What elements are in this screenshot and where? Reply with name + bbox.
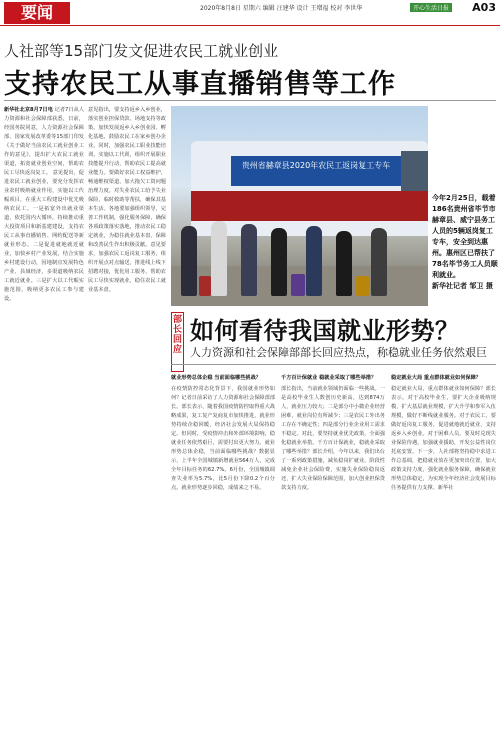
page-number: A03	[472, 1, 496, 14]
article2-column-1	[171, 372, 275, 746]
divider	[4, 100, 496, 101]
side-label: 部长回应	[171, 312, 184, 372]
person-figure	[336, 231, 352, 296]
luggage	[356, 276, 369, 296]
article1-col2-body: 意见指出，要支持返乡入乡创业，落实创业担保贷款、场地支持等政策。加快发展返乡入乡创业园、孵化基地，鼓励农民工在家乡创办企业。同时，加强农民工职业技能培训，实施以工代训，组织开展职业技能提升行动，帮助农民工提高就业能力。要做好农民工权益维护，畅通维权渠道，加大拖欠工资问题治理力度。对失业农民工给予失业保险、临时救助等帮扶，确保其基本生活。各地要加强组织领导，完善工作机制，强化服务保障，确保各项政策落实落地，推动农民工稳定就业，为稳住就业基本盘、保障和改善民生作出积极贡献。意见要求，加强农民工返岗复工服务，组织开展点对点输送，推进线上线下招聘对接，优化用工服务，帮助农民工尽快实现就业，稳住农民工就业基本盘。	[88, 107, 166, 293]
article1-headline: 支持农民工从事直播销售等工作	[4, 69, 396, 100]
article2-col2-body: 部长指出，当前就业领域仍面临一些挑战。一是高校毕业生人数创历史新高，达到874万人，就业压力较大；二是部分中小微企业经营困难，就业岗位有所减少；三是农民工外出务工存在不确定性；四是部分行业企业用工需求不稳定。对此，要坚持就业优先政策，全面强化稳就业举措。千方百计保就业，稳就业采取了哪些举措？部长介绍，今年以来，我们出台了一系列政策措施，减负稳岗扩就业。阶段性减免企业社会保险费，实施失业保险稳岗返还，扩大失业保险保障范围，加大创业担保贷款支持力度。	[281, 386, 385, 491]
luggage	[291, 274, 305, 296]
article1-lede-body: 记者7日从人力资源和社会保障部获悉，日前，经国务院同意，人力资源社会保障部、国家发展改革委等15部门印发《关于做好当前农民工就业创业工作的意见》，提出扩大农民工就业渠道，拓宽就业创业空间，帮助农民工尽快返岗复工。	[4, 107, 84, 176]
photo-caption: 今年2月25日，载着186名贵州省毕节市赫章县、威宁县务工人员的5辆返岗复工专车，安全到达惠州。惠州区已帮扶了78名毕节务工人员顺利就业。	[432, 194, 498, 279]
person-figure	[271, 228, 287, 296]
person-figure	[211, 221, 227, 296]
article2-col1-body: 在疫情防控常态化背景下，我国就业形势如何？记者日前采访了人力资源和社会保障部部长。部长表示，随着我国疫情防控取得重大战略成果，复工复产复商复市加快推进，就业形势持续企稳回暖，经济社会发展大局保持稳定。但同时，受疫情冲击和外部环境影响，稳就业任务依然艰巨，需要付出更大努力。就业形势总体企稳，当前面临哪些挑战？数据显示，上半年全国城镇新增就业564万人，完成全年目标任务的62.7%。6月份，全国城镇调查失业率为5.7%，比5月份下降0.2个百分点。就业形势逐步回稳，成绩来之不易。	[171, 386, 275, 491]
article2-subhead: 就业形势总体企稳 当前面临哪些挑战？	[171, 375, 261, 381]
person-figure	[306, 226, 322, 296]
article2-headline: 如何看待我国就业形势？	[190, 317, 460, 345]
page-header	[0, 0, 500, 26]
bus-window	[401, 151, 428, 191]
article1-column-2	[88, 106, 166, 746]
article2-column-3	[391, 372, 496, 746]
article2-col3-body: 稳定就业大局，重点群体就业如何保障？部长表示，对于高校毕业生，要扩大企业吸纳规模，扩大基层就业规模，扩大升学和参军入伍规模，做好不断线就业服务。对于农民工，要做好返岗复工服务，促进就地就近就业，支持返乡入乡创业。对于困难人员，要及时兑现失业保险待遇，加强就业援助，开发公益性岗位托底安置。下一步，人社部将坚持稳中求进工作总基调，把稳就业放在更加突出位置，加大政策支持力度，强化就业服务保障，确保就业形势总体稳定，为实现全年经济社会发展目标任务提供有力支撑。新华社	[391, 386, 496, 491]
article2-column-2	[281, 372, 385, 746]
person-figure	[371, 228, 387, 296]
news-photo	[171, 106, 428, 306]
bus-sign: 贵州省赫章县2020年农民工返岗复工专车	[231, 156, 401, 186]
person-figure	[241, 224, 257, 296]
luggage	[199, 276, 211, 296]
newspaper-badge: 开心生活日报	[410, 3, 452, 12]
article1-kicker: 人社部等15部门发文促进农民工就业创业	[4, 42, 279, 60]
dateline: 2020年8月8日 星期六 编辑 汪建华 设计 王增福 校对 李世华	[200, 5, 363, 12]
person-figure	[181, 226, 197, 296]
photo-credit: 新华社记者 邹卫 摄	[432, 282, 493, 290]
article1-lede: 新华社北京8月7日电	[4, 107, 53, 113]
bus-band	[191, 191, 428, 221]
divider	[171, 364, 496, 365]
article2-subhead: 千方百计保就业 稳就业采取了哪些举措？	[281, 375, 377, 381]
article2-subhead: 稳定就业大局 重点群体就业如何保障？	[391, 375, 481, 381]
article1-column-1	[4, 106, 84, 746]
article2-subheadline: 人力资源和社会保障部部长回应热点，称稳就业任务依然艰巨	[190, 346, 487, 359]
article1-col1-body: 意见提出，促进农民工就业创业，要充分发挥农业农村吸纳就业作用，实施以工代赈项目，在重大工程建设中优先吸纳农民工。一是拓宽外出就业渠道，依托国内大循环，持续推动重大投资项目和新基建建设，支持农民工从事直播销售、网约配送等新就业形态。二是促进就地就近就业，加快乡村产业发展，结合实施乡村建设行动，因地制宜发展特色产业、县域经济，多渠道吸纳农民工就近就业。三是扩大以工代赈实施范围，吸纳更多农民工参与建设。	[4, 170, 84, 302]
section-tag: 要闻	[4, 2, 70, 24]
